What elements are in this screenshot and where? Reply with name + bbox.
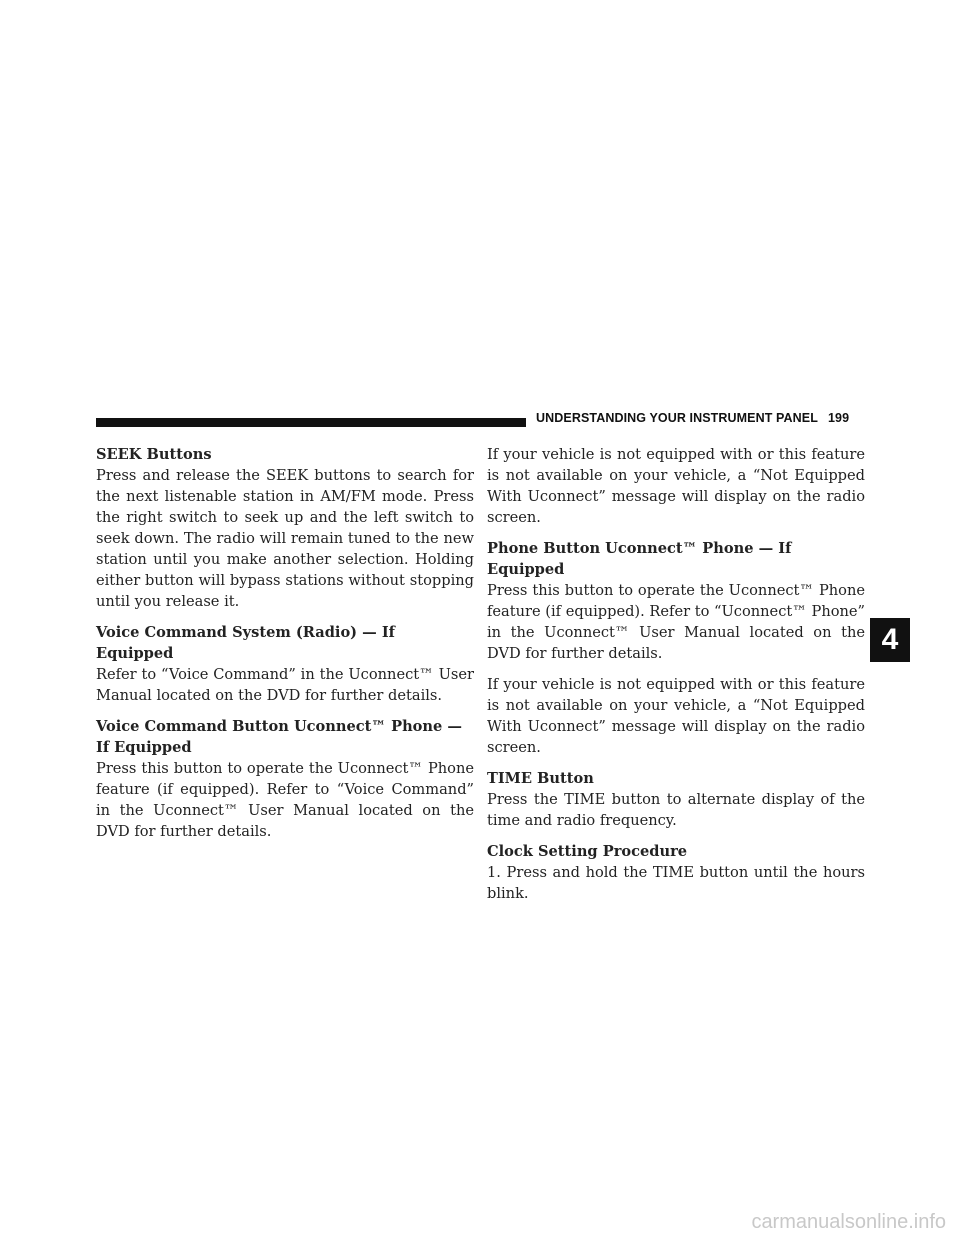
voice-command-system-text: Refer to “Voice Command” in the Uconnect™ User Manual located on the DVD for further details.	[96, 666, 474, 704]
time-button-text: Press the TIME button to alternate display of the time and radio frequency.	[487, 791, 865, 829]
right-column	[487, 444, 865, 914]
time-button-heading: TIME Button	[487, 770, 594, 787]
voice-command-button-heading: Voice Command Button Uconnect™ Phone — If Equipped	[96, 718, 462, 756]
watermark: carmanualsonline.info	[751, 1211, 946, 1233]
not-equipped-note-2: If your vehicle is not equipped with or this feature is not available on your vehicle, a “Not Equipped With Uconnect” message will display on the radio screen.	[487, 676, 865, 756]
left-column	[96, 444, 474, 852]
not-equipped-note-1: If your vehicle is not equipped with or this feature is not available on your vehicle, a “Not Equipped With Uconnect” message will display on the radio screen.	[487, 446, 865, 526]
running-header	[536, 411, 849, 425]
seek-buttons-heading: SEEK Buttons	[96, 446, 212, 463]
seek-buttons-text: Press and release the SEEK buttons to search for the next listenable station in AM/FM mode. Press the right switch to seek up and the left switch to seek down. The radio will remain tuned to the new station until you make another selection. Holding either button will bypass stations without stopping until you release it.	[96, 467, 474, 610]
phone-button-heading: Phone Button Uconnect™ Phone — If Equipped	[487, 540, 792, 578]
voice-command-system-heading: Voice Command System (Radio) — If Equipped	[96, 624, 395, 662]
voice-command-button-text: Press this button to operate the Uconnect™ Phone feature (if equipped). Refer to “Voice Command” in the Uconnect™ User Manual located on the DVD for further details.	[96, 760, 474, 840]
section-title: UNDERSTANDING YOUR INSTRUMENT PANEL	[536, 411, 818, 425]
chapter-tab: 4	[870, 618, 910, 662]
phone-button-text: Press this button to operate the Uconnect™ Phone feature (if equipped). Refer to “Uconnect™ Phone” in the Uconnect™ User Manual located on the DVD for further details.	[487, 582, 865, 662]
page-number: 199	[827, 411, 850, 425]
clock-setting-heading: Clock Setting Procedure	[487, 843, 688, 860]
clock-setting-step-1: 1. Press and hold the TIME button until the hours blink.	[487, 864, 865, 902]
header-rule	[96, 418, 526, 427]
